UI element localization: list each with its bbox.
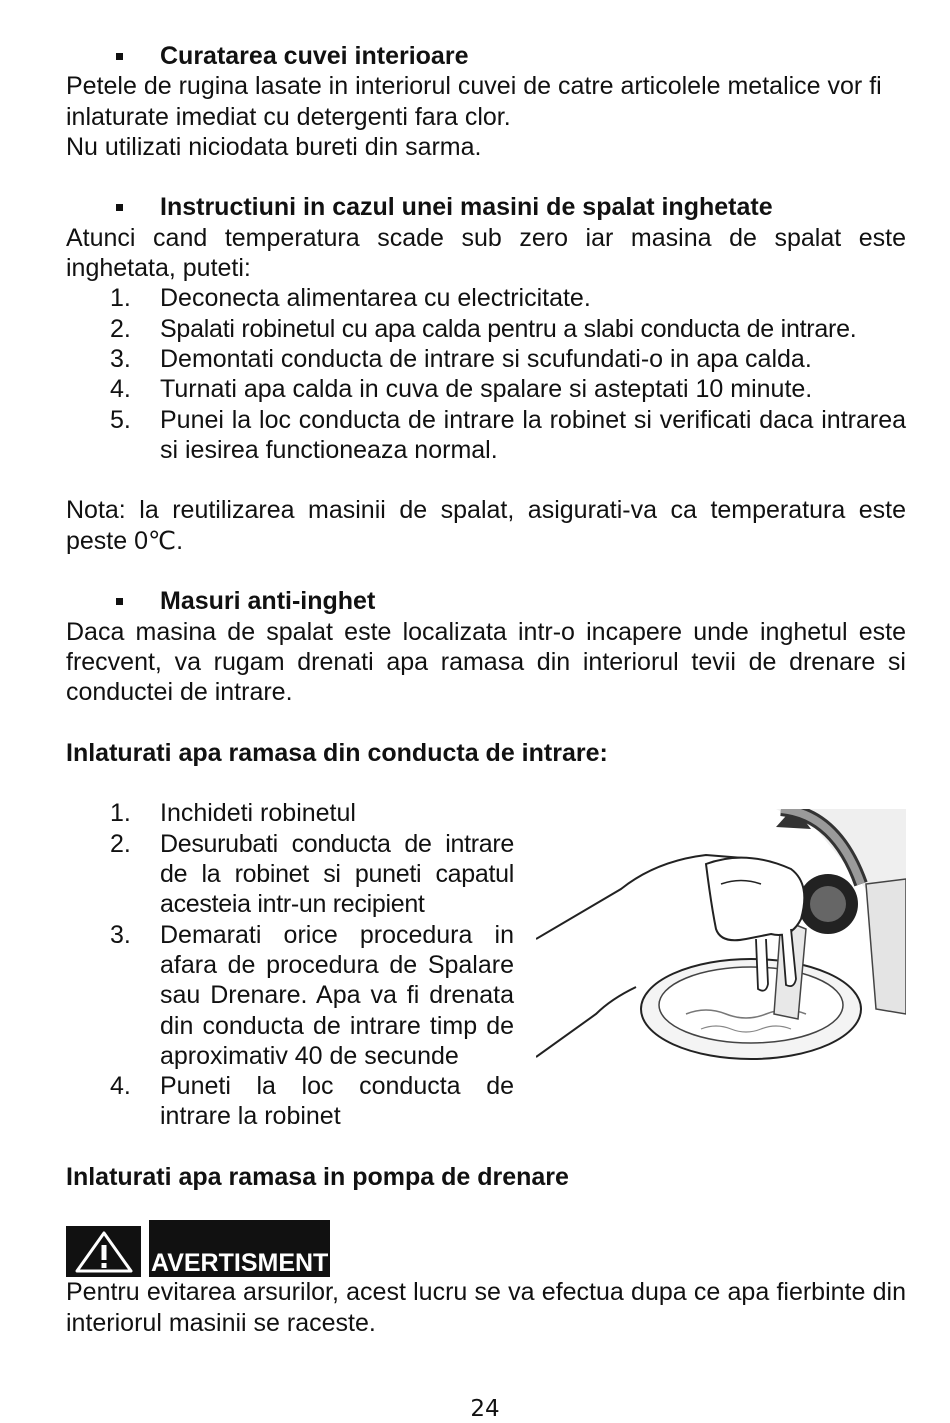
list-item: 1. Deconecta alimentarea cu electricitate. <box>110 284 591 313</box>
list-item: 5. Punei la loc conducta de intrare la robinet si verificati daca intrarea si iesirea functioneaza normal. <box>110 405 906 464</box>
list-item: 2. Desurubati conducta de intrare de la robinet si puneti capatul acesteia intr-un recipient <box>110 829 514 919</box>
warning-banner <box>66 1222 906 1277</box>
paragraph-no-wire-sponges: Nu utilizati niciodata bureti din sarma. <box>66 132 482 161</box>
manual-page <box>66 41 906 1338</box>
section-heading-cleaning: Curatarea cuvei interioare <box>66 41 906 71</box>
section-heading-anti-freeze: Masuri anti-inghet <box>66 586 906 616</box>
section-heading-frozen-machine: Instructiuni in cazul unei masini de spalat inghetate <box>66 192 906 222</box>
bullet-square-icon <box>116 598 123 605</box>
paragraph-warning: Pentru evitarea arsurilor, acest lucru se va efectua dupa ce apa fierbinte din interiorul masinii se raceste. <box>66 1278 906 1337</box>
inlet-steps-list <box>66 798 514 1131</box>
list-item: 4. Turnati apa calda in cuva de spalare si asteptati 10 minute. <box>110 375 813 404</box>
bullet-square-icon <box>116 53 123 60</box>
heading-inlet-hose-drain: Inlaturati apa ramasa din conducta de intrare: <box>66 738 608 767</box>
page-number: 24 <box>470 1396 500 1422</box>
bullet-square-icon <box>116 204 123 211</box>
paragraph-rust-stains: Petele de rugina lasate in interiorul cuvei de catre articolele metalice vor fi inlaturate imediat cu detergenti fara clor. <box>66 72 882 131</box>
list-item: 3. Demarati orice procedura in afara de procedura de Spalare sau Drenare. Apa va fi drenata din conducta de intrare timp de aproximativ 40 de secunde <box>110 920 514 1070</box>
list-item: 2. Spalati robinetul cu apa calda pentru a slabi conducta de intrare. <box>110 314 857 343</box>
paragraph-note-temperature: Nota: la reutilizarea masinii de spalat, asigurati-va ca temperatura este peste 0℃. <box>66 496 906 555</box>
frozen-steps-list <box>66 283 906 465</box>
heading-drain-pump: Inlaturati apa ramasa in pompa de drenare <box>66 1162 569 1191</box>
list-item: 3. Demontati conducta de intrare si scufundati-o in apa calda. <box>110 344 812 373</box>
paragraph-anti-freeze: Daca masina de spalat este localizata intr-o incapere unde inghetul este frecvent, va rugam drenati apa ramasa din interiorul tevii de drenare si conductei de intrare. <box>66 617 906 707</box>
warning-label: AVERTISMENT <box>149 1220 330 1277</box>
inlet-steps-with-figure <box>66 798 906 1131</box>
list-item: 1. Inchideti robinetul <box>110 799 356 828</box>
list-item: 4. Puneti la loc conducta de intrare la robinet <box>110 1072 514 1131</box>
warning-triangle-icon <box>66 1226 141 1277</box>
inlet-hose-illustration <box>536 809 906 1074</box>
paragraph-frozen-intro: Atunci cand temperatura scade sub zero iar masina de spalat este inghetata, puteti: <box>66 223 906 283</box>
